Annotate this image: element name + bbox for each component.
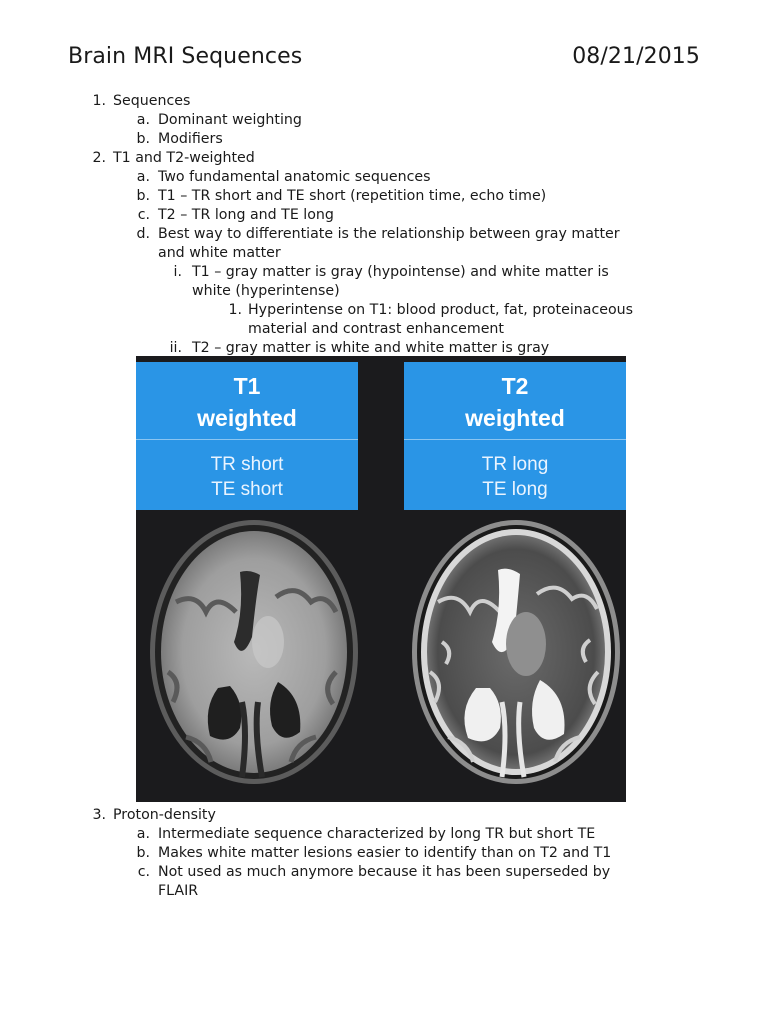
outline-marker: 3. (92, 807, 106, 823)
label-divider (404, 439, 626, 440)
outline-text: material and contrast enhancement (248, 321, 504, 337)
outline-marker: a. (136, 826, 150, 842)
outline-marker: 1. (228, 302, 242, 318)
outline-text: Dominant weighting (158, 112, 302, 128)
outline-text: T2 – TR long and TE long (158, 207, 334, 223)
t1-params (136, 452, 358, 502)
outline-text: T1 and T2-weighted (113, 150, 255, 166)
label-divider (136, 439, 358, 440)
outline-marker: b. (136, 131, 150, 147)
t2-params (404, 452, 626, 502)
t2-heading-line2: weighted (465, 405, 565, 431)
outline-text: T1 – TR short and TE short (repetition time, echo time) (158, 188, 547, 204)
t1-heading (136, 370, 358, 434)
document-header (68, 44, 700, 69)
outline-text: Sequences (113, 93, 191, 109)
document-title: Brain MRI Sequences (68, 44, 303, 69)
t2-heading (404, 370, 626, 434)
outline-text: Makes white matter lesions easier to identify than on T2 and T1 (158, 845, 612, 861)
outline-text: T1 – gray matter is gray (hypointense) and white matter is (192, 264, 609, 280)
outline-text: Two fundamental anatomic sequences (158, 169, 431, 185)
outline-text: Proton-density (113, 807, 216, 823)
outline-marker: c. (137, 207, 150, 223)
t1-heading-line1: T1 (233, 373, 261, 399)
outline-text: T2 – gray matter is white and white matter is gray (192, 340, 550, 356)
t2-label-panel (404, 362, 626, 510)
t2-brain-scan-image (412, 512, 626, 802)
outline-marker: ii. (169, 340, 182, 356)
outline-marker: 1. (92, 93, 106, 109)
outline-text: Hyperintense on T1: blood product, fat, proteinaceous (248, 302, 634, 318)
t1-heading-line2: weighted (197, 405, 297, 431)
t2-param-te: TE long (482, 479, 548, 500)
t1-label-panel (136, 362, 358, 510)
outline-text: and white matter (158, 245, 281, 261)
mri-comparison-figure (136, 356, 626, 802)
t1-brain-scan-image (146, 512, 368, 802)
outline-marker: c. (137, 864, 150, 880)
outline-marker: d. (136, 226, 150, 242)
document-date: 08/21/2015 (572, 44, 700, 69)
t1-param-te: TE short (211, 479, 283, 500)
outline-text: Best way to differentiate is the relationship between gray matter (158, 226, 620, 242)
t1-param-tr: TR short (210, 454, 284, 475)
t2-heading-line1: T2 (501, 373, 529, 399)
outline-text: Intermediate sequence characterized by long TR but short TE (158, 826, 596, 842)
outline-text: FLAIR (158, 883, 199, 899)
outline-marker: a. (136, 169, 150, 185)
outline-text: white (hyperintense) (192, 283, 340, 299)
outline-text: Modifiers (158, 131, 223, 147)
outline-marker: 2. (92, 150, 106, 166)
outline-marker: b. (136, 845, 150, 861)
t2-param-tr: TR long (481, 454, 549, 475)
outline-marker: a. (136, 112, 150, 128)
outline-marker: i. (173, 264, 182, 280)
outline-marker: b. (136, 188, 150, 204)
outline-text: Not used as much anymore because it has been superseded by (158, 864, 611, 880)
